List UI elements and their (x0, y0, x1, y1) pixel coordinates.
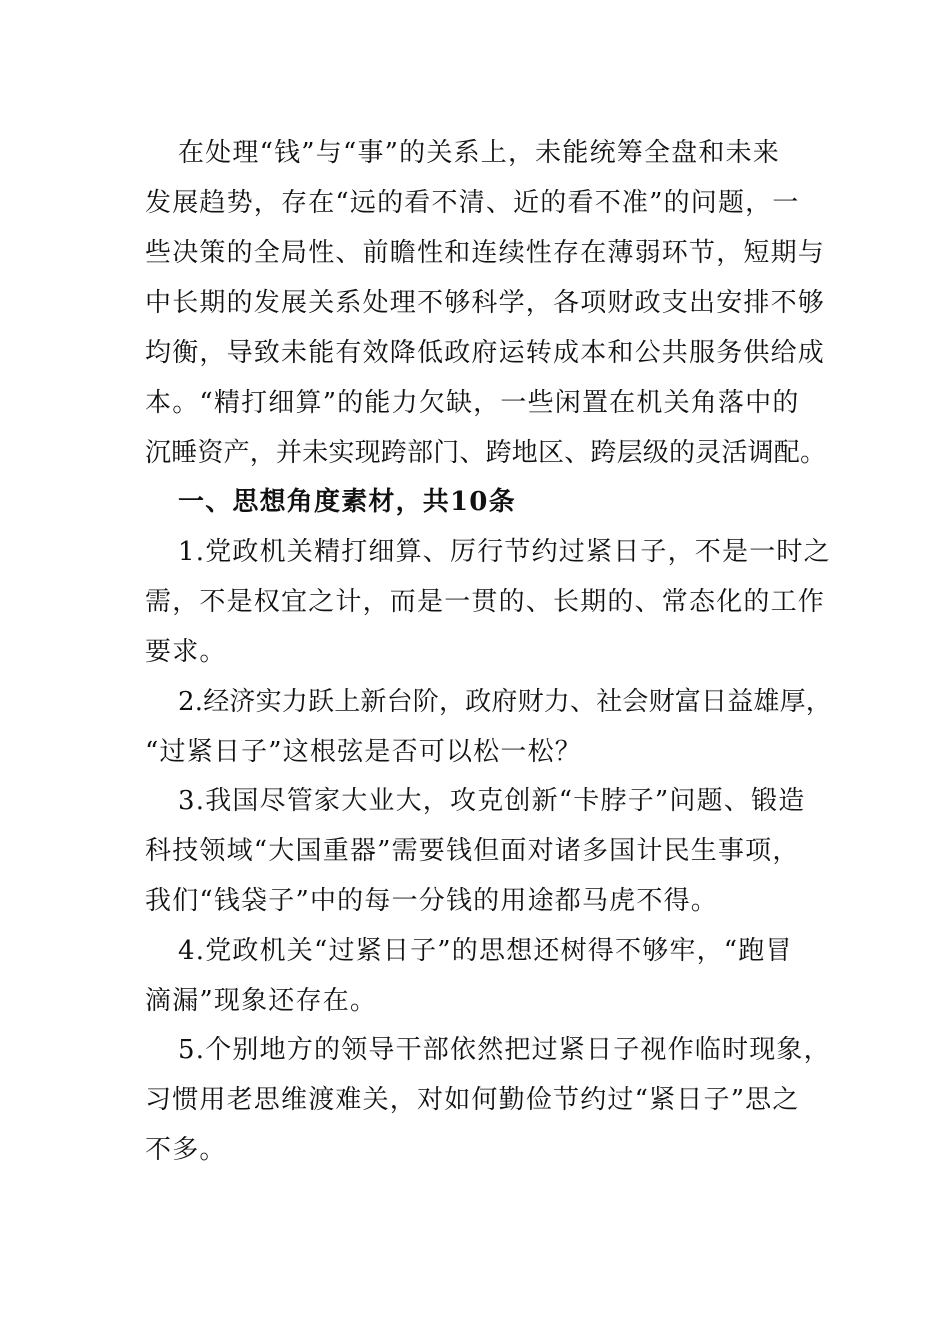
item-line: 1.党政机关精打细算、厉行节约过紧日子，不是一时之 (178, 537, 831, 567)
intro-line: 中长期的发展关系处理不够科学，各项财政支出安排不够 (145, 288, 826, 318)
item-line: 3.我国尽管家大业大，攻克创新“卡脖子”问题、锻造 (178, 786, 806, 816)
intro-line: 些决策的全局性、前瞻性和连续性存在薄弱环节，短期与 (145, 238, 826, 268)
intro-line: 沉睡资产，并未实现跨部门、跨地区、跨层级的灵活调配。 (145, 438, 827, 468)
item-line: “过紧日子”这根弦是否可以松一松？ (145, 737, 582, 767)
intro-line: 在处理“钱”与“事”的关系上，未能统筹全盘和未来 (178, 138, 780, 168)
item-line: 4.党政机关“过紧日子”的思想还树得不够牢，“跑冒 (178, 936, 793, 966)
item-line: 需，不是权宜之计，而是一贯的、长期的、常态化的工作 (145, 587, 826, 617)
intro-line: 发展趋势，存在“远的看不清、近的看不准”的问题，一 (145, 188, 800, 218)
item-line: 要求。 (145, 637, 227, 667)
item-line: 滴漏”现象还存在。 (145, 986, 378, 1016)
item-line: 5.个别地方的领导干部依然把过紧日子视作临时现象， (178, 1035, 831, 1065)
item-line: 习惯用老思维渡难关，对如何勤俭节约过“紧日子”思之 (145, 1085, 800, 1115)
item-line: 2.经济实力跃上新台阶，政府财力、社会财富日益雄厚， (178, 687, 833, 717)
intro-line: 均衡，导致未能有效降低政府运转成本和公共服务供给成 (145, 338, 826, 368)
intro-line: 本。“精打细算”的能力欠缺，一些闲置在机关角落中的 (145, 388, 800, 418)
item-line: 不多。 (145, 1135, 227, 1165)
item-line: 科技领域“大国重器”需要钱但面对诸多国计民生事项， (145, 836, 800, 866)
item-line: 我们“钱袋子”中的每一分钱的用途都马虎不得。 (145, 886, 718, 916)
section-heading: 一、思想角度素材，共10条 (178, 487, 516, 517)
